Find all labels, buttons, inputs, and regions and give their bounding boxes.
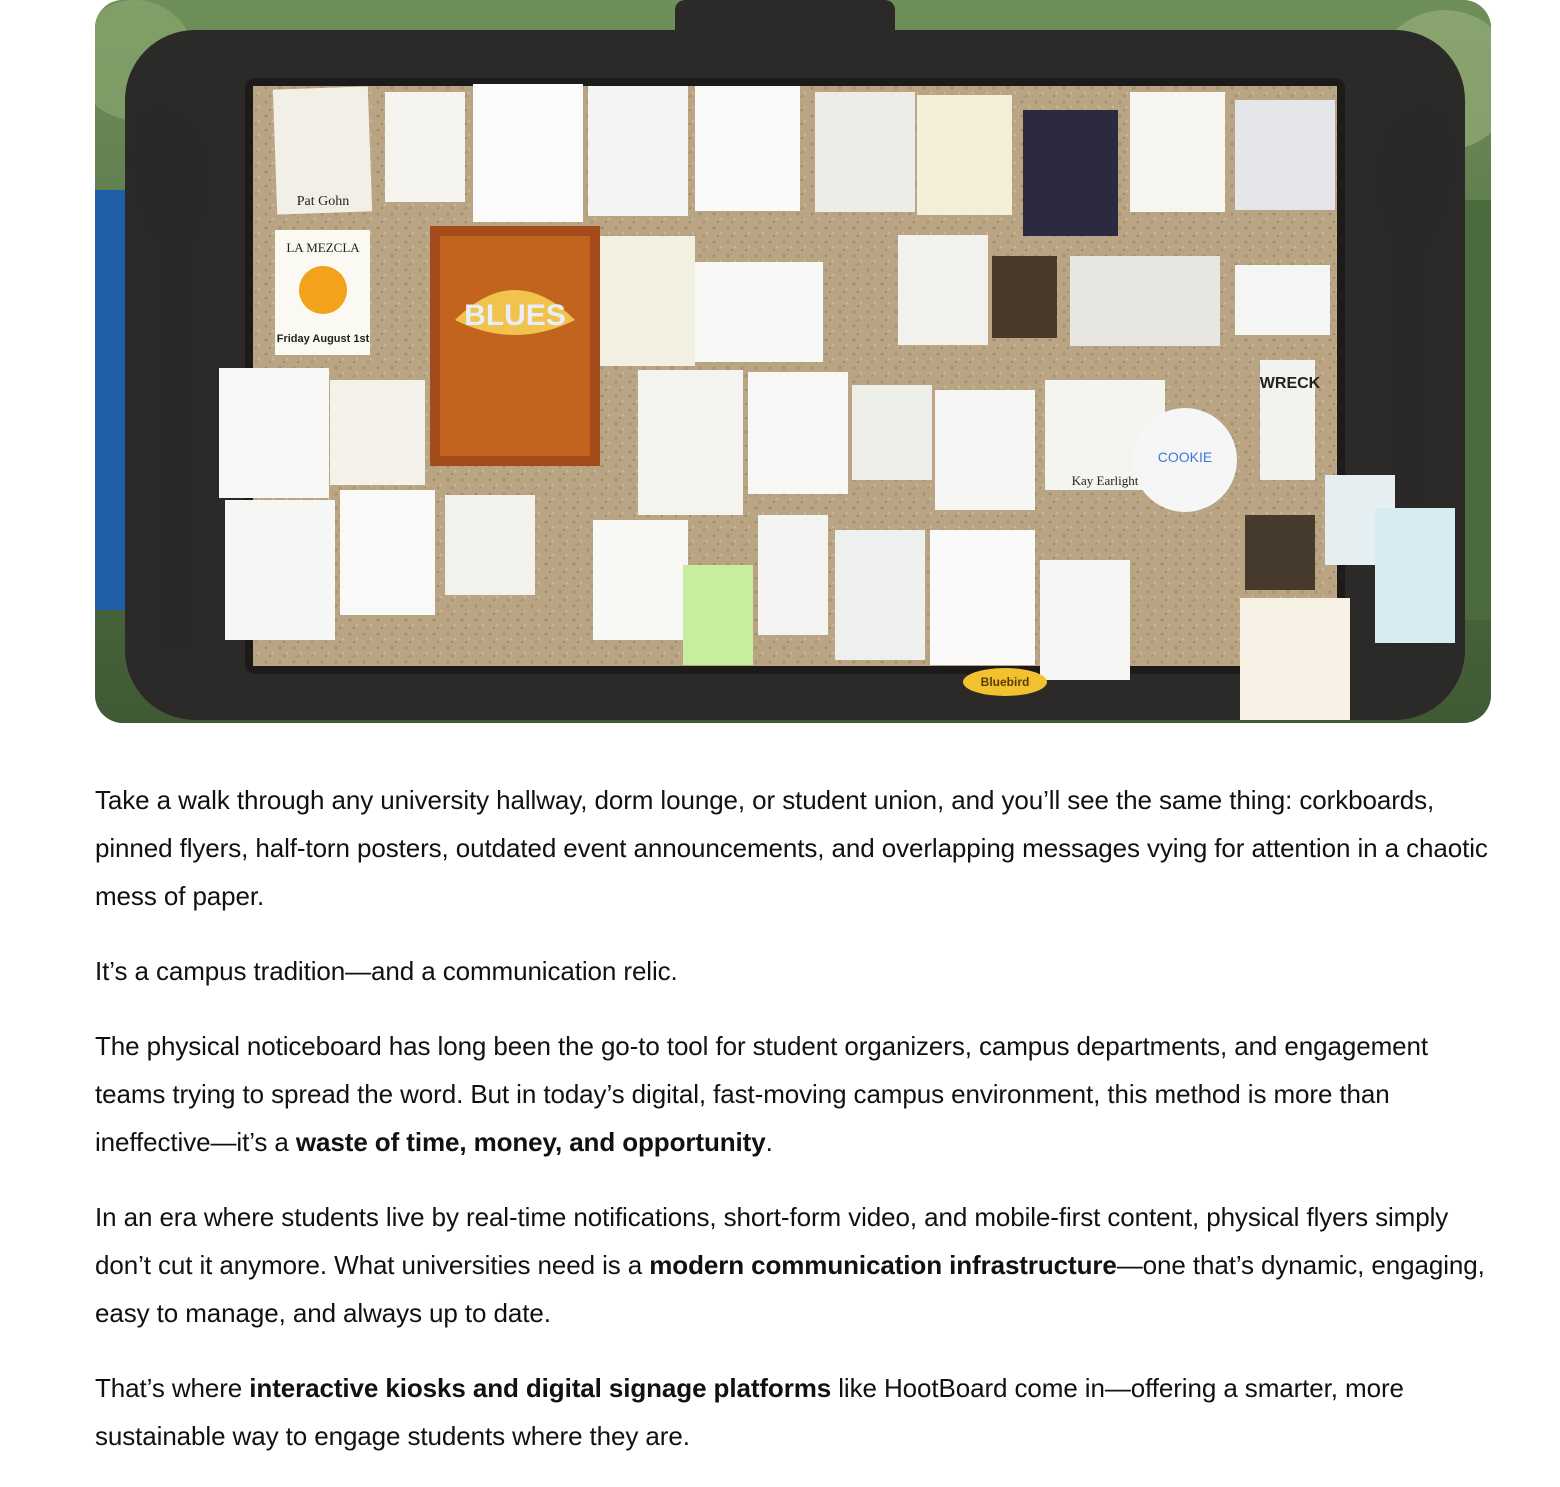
emphasis-kiosks: interactive kiosks and digital signage platforms [249, 1373, 832, 1403]
article-body [95, 776, 1491, 1487]
paragraph-hootboard-text: That’s where [95, 1373, 250, 1403]
poster-text-mezcla: LA MEZCLA [286, 240, 360, 255]
paragraph-noticeboard-end: . [765, 1127, 773, 1157]
paragraph-intro-text: Take a walk through any university hallway, dorm lounge, or student union, and you’ll see the same thing: corkboards, pinned flyers, half-torn posters, outdated event announcements, and overlapping messages vying for attention in a chaotic mess of paper. [95, 785, 1488, 911]
poster-text-kay: Kay Earlight [1071, 473, 1139, 488]
paragraph-tradition-text: It’s a campus tradition—and a communication relic. [95, 956, 678, 986]
poster-text-cookie: COOKIE [1157, 449, 1213, 465]
paragraph-intro [95, 776, 1491, 920]
article [95, 0, 1491, 1451]
poster-text-blues: BLUES [464, 299, 566, 332]
poster-text-bluebird: Bluebird [980, 675, 1030, 689]
paragraph-modern-end: —one that’s dynamic, engaging, easy to manage, and always up to date. [95, 1250, 1485, 1328]
paragraph-hootboard-end: like HootBoard come in—offering a smarter, more sustainable way to engage students where they are. [95, 1373, 1404, 1451]
paragraph-modern [95, 1193, 1491, 1337]
noticeboard-illustration [95, 0, 1491, 723]
hero-image [95, 0, 1491, 723]
poster-text-pat: Pat Gohn [296, 194, 350, 209]
poster-text-wreck: WRECK [1259, 375, 1321, 392]
paragraph-hootboard [95, 1364, 1491, 1460]
emphasis-infrastructure: modern communication infrastructure [649, 1250, 1117, 1280]
paragraph-tradition [95, 947, 1491, 995]
poster-text-friday: Friday August 1st [276, 333, 370, 345]
emphasis-waste: waste of time, money, and opportunity [295, 1127, 766, 1157]
paragraph-noticeboard-text: The physical noticeboard has long been the go-to tool for student organizers, campus departments, and engagement teams trying to spread the word. But in today’s digital, fast-moving campus environment, this method is more than ineffective—it’s a [95, 1031, 1428, 1157]
paragraph-modern-text: In an era where students live by real-time notifications, short-form video, and mobile-first content, physical flyers simply don’t cut it anymore. What universities need is a [95, 1202, 1449, 1280]
paragraph-noticeboard [95, 1022, 1491, 1166]
